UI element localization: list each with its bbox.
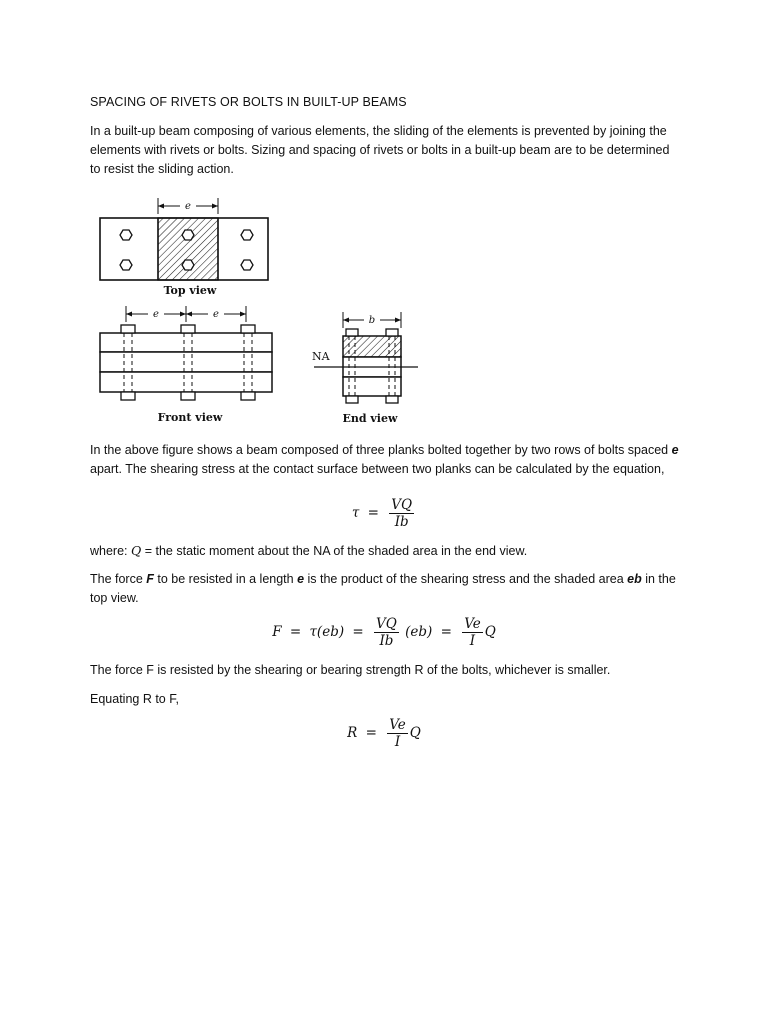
front-dim-e-label-1: e <box>153 309 159 320</box>
eq3-denominator: I <box>394 734 401 750</box>
eq1-numerator: VQ <box>391 497 413 513</box>
para3-f: F <box>146 572 154 586</box>
eq2-eb: (eb) <box>405 624 433 640</box>
top-dim-e-label: e <box>185 201 191 212</box>
eq1-fraction <box>389 497 414 530</box>
eq2-numerator-2: Ve <box>464 616 481 632</box>
end-view-label: End view <box>342 412 398 425</box>
eq3-equals: = <box>365 725 377 741</box>
para3-eb: eb <box>627 572 642 586</box>
eq2-equals-3: = <box>440 624 452 640</box>
end-view <box>312 312 418 425</box>
eq1-equals: = <box>367 505 379 521</box>
para2-text-1: In the above figure shows a beam composed of three planks bolted together by two rows of bolts spaced <box>90 443 672 457</box>
eq2-tau-eb: τ(eb) <box>309 624 345 640</box>
eq2-q: Q <box>484 624 496 640</box>
page-title: SPACING OF RIVETS OR BOLTS IN BUILT-UP BEAMS <box>90 95 407 109</box>
eq3-fraction <box>387 717 408 750</box>
force-equation <box>0 616 768 649</box>
eq1-denominator: Ib <box>394 514 409 530</box>
eq2-fraction-2 <box>462 616 483 649</box>
where-paragraph <box>90 541 680 561</box>
equating-paragraph: Equating R to F, <box>90 692 179 706</box>
resistance-paragraph: The force F is resisted by the shearing or bearing strength R of the bolts, whichever is smaller. <box>90 663 611 677</box>
front-dim-e-label-2: e <box>213 309 219 320</box>
where-suffix: = the static moment about the NA of the shaded area in the end view. <box>141 544 528 558</box>
bolt-strength-equation <box>0 717 768 750</box>
top-view-label: Top view <box>163 284 217 297</box>
para3-text-2: to be resisted in a length <box>153 572 298 586</box>
figure-description-paragraph <box>90 441 680 479</box>
where-q: Q <box>131 543 142 558</box>
force-paragraph <box>90 570 680 608</box>
para2-e: e <box>671 443 679 457</box>
eq3-r: R <box>347 725 358 741</box>
beam-diagram <box>92 190 432 430</box>
intro-paragraph: In a built-up beam composing of various elements, the sliding of the elements is prevented by joining the elements with rivets or bolts. Sizing and spacing of rivets or bolts in a built-up beam are to be determined to resist the sliding action. <box>90 124 670 176</box>
eq2-fraction-1 <box>374 616 399 649</box>
para3-text-3: is the product of the shearing stress and the shaded area <box>304 572 628 586</box>
eq2-denominator-1: Ib <box>379 633 394 649</box>
eq2-equals-1: = <box>289 624 302 640</box>
eq1-tau: τ <box>351 505 360 521</box>
eq3-q: Q <box>409 725 421 741</box>
para3-text-1: The force <box>90 572 147 586</box>
shear-stress-equation <box>0 497 768 530</box>
para3-e: e <box>297 572 305 586</box>
para2-text-2: apart. The shearing stress at the contact surface between two planks can be calculated by the equation, <box>90 462 665 476</box>
end-dim-b-label: b <box>368 315 376 326</box>
eq3-numerator: Ve <box>389 717 406 733</box>
front-view-label: Front view <box>157 411 223 424</box>
top-view <box>100 198 268 297</box>
where-prefix: where: <box>90 544 131 558</box>
beam-figure <box>92 190 432 430</box>
eq2-equals-2: = <box>352 624 364 640</box>
eq2-denominator-2: I <box>469 633 476 649</box>
na-label: NA <box>312 350 330 363</box>
eq2-f: F <box>272 624 282 640</box>
front-view <box>100 306 272 424</box>
eq2-numerator-1: VQ <box>376 616 397 632</box>
para3-text-4: in the top view. <box>90 572 676 605</box>
